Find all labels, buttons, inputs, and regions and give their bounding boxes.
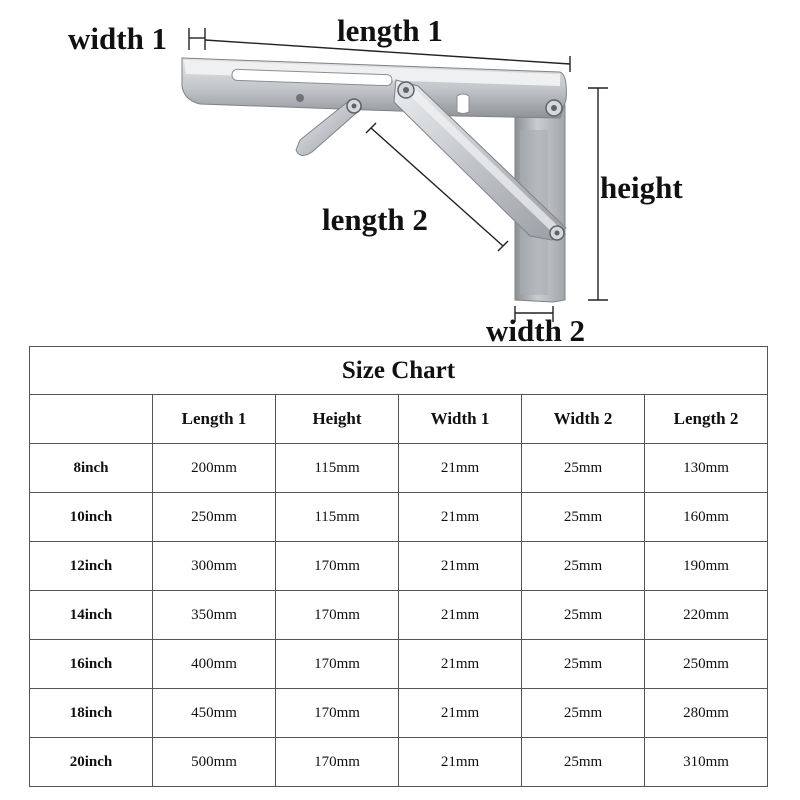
horizontal-top-bar	[182, 58, 566, 118]
table-cell: 280mm	[645, 689, 768, 738]
row-size-label: 10inch	[30, 493, 153, 542]
table-cell: 25mm	[522, 591, 645, 640]
table-cell: 300mm	[153, 542, 276, 591]
table-cell: 190mm	[645, 542, 768, 591]
table-cell: 25mm	[522, 689, 645, 738]
table-cell: 170mm	[276, 689, 399, 738]
table-cell: 21mm	[399, 493, 522, 542]
table-cell: 160mm	[645, 493, 768, 542]
table-cell: 130mm	[645, 444, 768, 493]
table-title: Size Chart	[30, 347, 768, 395]
table-row	[30, 493, 768, 542]
table-cell: 115mm	[276, 444, 399, 493]
table-cell: 25mm	[522, 444, 645, 493]
table-cell: 400mm	[153, 640, 276, 689]
row-size-label: 20inch	[30, 738, 153, 787]
table-cell: 21mm	[399, 689, 522, 738]
table-cell: 310mm	[645, 738, 768, 787]
table-cell: 25mm	[522, 738, 645, 787]
table-row	[30, 640, 768, 689]
row-size-label: 12inch	[30, 542, 153, 591]
header-cell: Width 2	[522, 395, 645, 444]
table-cell: 350mm	[153, 591, 276, 640]
table-cell: 220mm	[645, 591, 768, 640]
table-cell: 21mm	[399, 444, 522, 493]
table-cell: 21mm	[399, 591, 522, 640]
table-cell: 25mm	[522, 640, 645, 689]
header-cell	[30, 395, 153, 444]
length-2-label: length 2	[322, 202, 428, 237]
bracket-diagram	[0, 0, 800, 348]
table-cell: 21mm	[399, 640, 522, 689]
table-cell: 450mm	[153, 689, 276, 738]
table-cell: 25mm	[522, 493, 645, 542]
header-cell: Length 2	[645, 395, 768, 444]
height-label: height	[600, 170, 683, 205]
table-row	[30, 444, 768, 493]
row-size-label: 18inch	[30, 689, 153, 738]
length-1-label: length 1	[337, 13, 443, 48]
header-cell: Height	[276, 395, 399, 444]
table-cell: 25mm	[522, 542, 645, 591]
table-row	[30, 542, 768, 591]
size-chart-table	[29, 346, 768, 787]
header-cell: Length 1	[153, 395, 276, 444]
table-cell: 21mm	[399, 738, 522, 787]
table-cell: 500mm	[153, 738, 276, 787]
row-size-label: 16inch	[30, 640, 153, 689]
table-cell: 115mm	[276, 493, 399, 542]
table-row	[30, 591, 768, 640]
table-row	[30, 689, 768, 738]
table-cell: 170mm	[276, 542, 399, 591]
width-2-label: width 2	[486, 313, 586, 348]
row-size-label: 8inch	[30, 444, 153, 493]
table-cell: 200mm	[153, 444, 276, 493]
table-cell: 250mm	[153, 493, 276, 542]
row-size-label: 14inch	[30, 591, 153, 640]
table-cell: 170mm	[276, 591, 399, 640]
width-1-label: width 1	[68, 21, 168, 56]
table-cell: 250mm	[645, 640, 768, 689]
table-cell: 21mm	[399, 542, 522, 591]
table-row	[30, 738, 768, 787]
header-cell: Width 1	[399, 395, 522, 444]
table-header-row	[30, 395, 768, 444]
table-title-row	[30, 347, 768, 395]
table-cell: 170mm	[276, 640, 399, 689]
table-cell: 170mm	[276, 738, 399, 787]
